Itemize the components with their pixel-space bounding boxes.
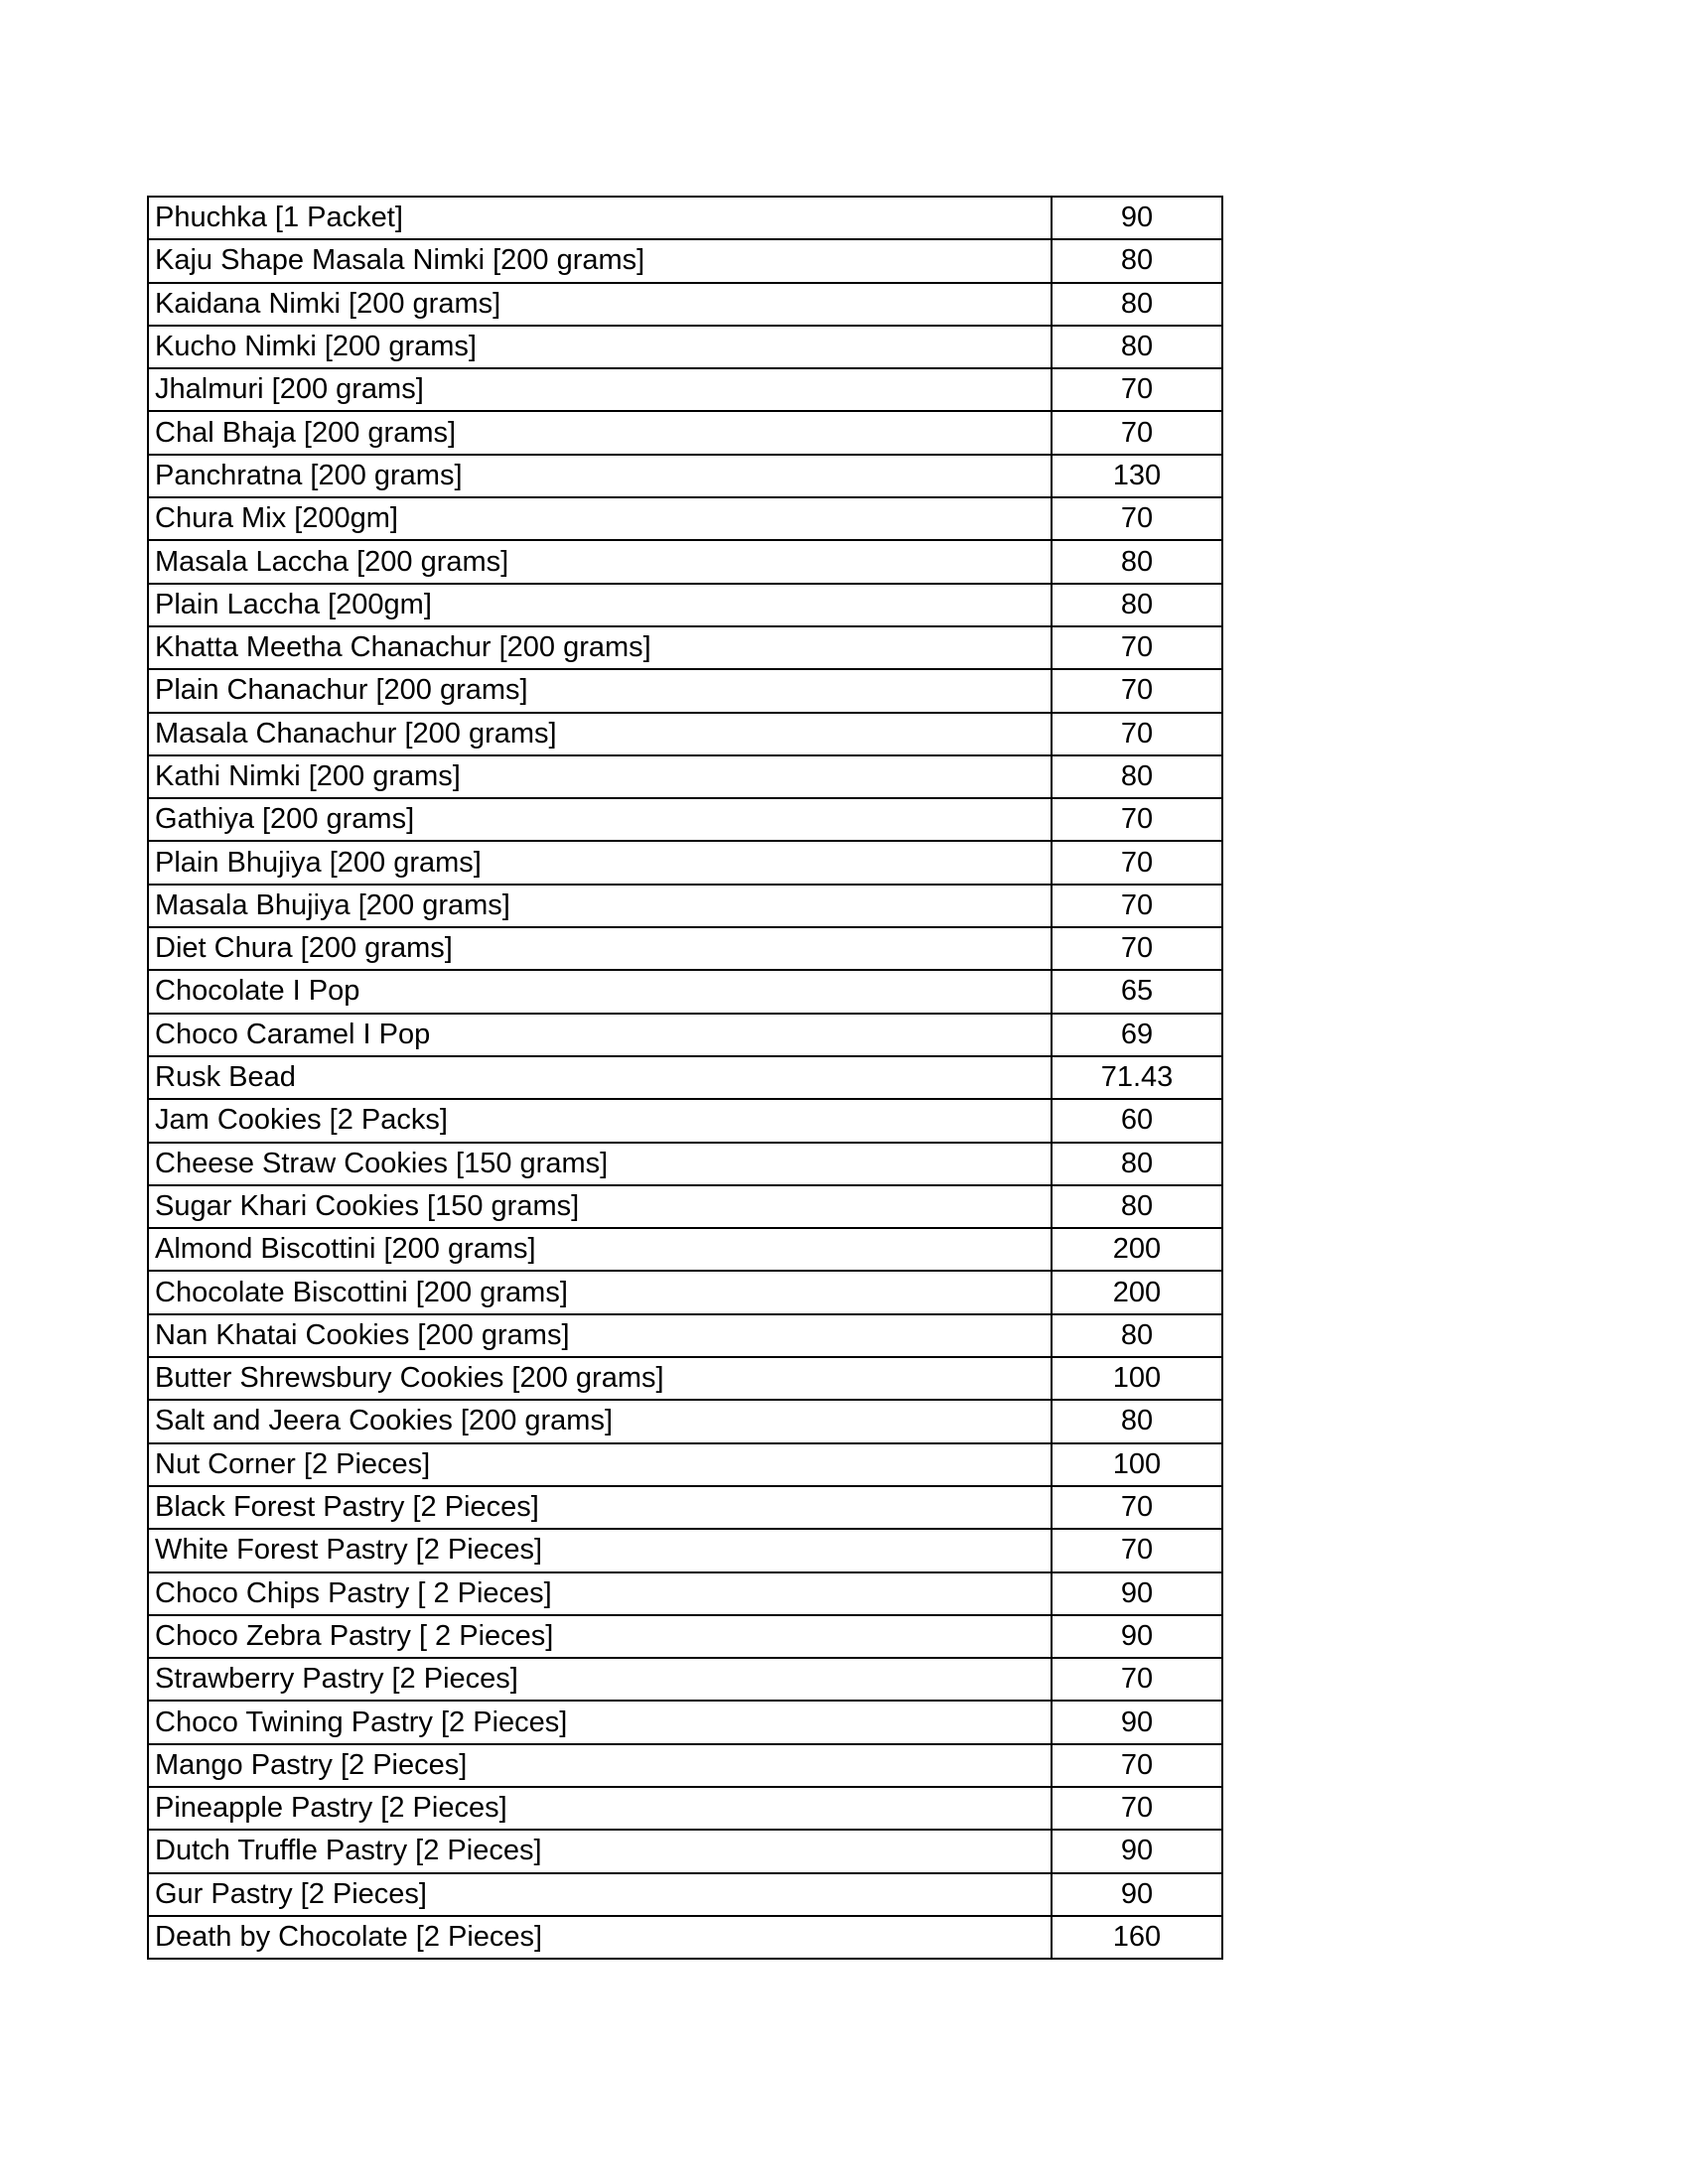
item-name-cell: Kucho Nimki [200 grams] — [148, 326, 1052, 368]
table-row — [148, 1056, 1222, 1099]
table-row — [148, 885, 1222, 927]
price-table-body — [148, 197, 1222, 1959]
price-cell: 70 — [1052, 1744, 1222, 1787]
price-cell: 160 — [1052, 1916, 1222, 1959]
price-cell: 70 — [1052, 841, 1222, 884]
item-name-cell: Almond Biscottini [200 grams] — [148, 1228, 1052, 1271]
price-cell: 80 — [1052, 1185, 1222, 1228]
table-row — [148, 1400, 1222, 1442]
price-cell: 70 — [1052, 411, 1222, 454]
item-name-cell: Jhalmuri [200 grams] — [148, 368, 1052, 411]
price-cell: 70 — [1052, 497, 1222, 540]
item-name-cell: Death by Chocolate [2 Pieces] — [148, 1916, 1052, 1959]
item-name-cell: Choco Caramel I Pop — [148, 1014, 1052, 1056]
item-name-cell: Pineapple Pastry [2 Pieces] — [148, 1787, 1052, 1830]
item-name-cell: Choco Zebra Pastry [ 2 Pieces] — [148, 1615, 1052, 1658]
price-cell: 65 — [1052, 970, 1222, 1013]
item-name-cell: Chocolate Biscottini [200 grams] — [148, 1271, 1052, 1313]
table-row — [148, 326, 1222, 368]
item-name-cell: Strawberry Pastry [2 Pieces] — [148, 1658, 1052, 1701]
item-name-cell: Chal Bhaja [200 grams] — [148, 411, 1052, 454]
price-cell: 80 — [1052, 540, 1222, 583]
price-cell: 80 — [1052, 1143, 1222, 1185]
price-cell: 70 — [1052, 927, 1222, 970]
table-row — [148, 1658, 1222, 1701]
table-row — [148, 1701, 1222, 1743]
table-row — [148, 1873, 1222, 1916]
price-cell: 200 — [1052, 1271, 1222, 1313]
item-name-cell: Chocolate I Pop — [148, 970, 1052, 1013]
item-name-cell: Choco Chips Pastry [ 2 Pieces] — [148, 1572, 1052, 1615]
price-cell: 80 — [1052, 755, 1222, 798]
table-row — [148, 411, 1222, 454]
item-name-cell: Panchratna [200 grams] — [148, 455, 1052, 497]
item-name-cell: Phuchka [1 Packet] — [148, 197, 1052, 239]
price-cell: 71.43 — [1052, 1056, 1222, 1099]
item-name-cell: Kathi Nimki [200 grams] — [148, 755, 1052, 798]
price-cell: 70 — [1052, 1529, 1222, 1571]
price-cell: 80 — [1052, 239, 1222, 282]
table-row — [148, 1185, 1222, 1228]
table-row — [148, 841, 1222, 884]
price-cell: 60 — [1052, 1099, 1222, 1142]
price-cell: 69 — [1052, 1014, 1222, 1056]
price-cell: 200 — [1052, 1228, 1222, 1271]
table-row — [148, 798, 1222, 841]
item-name-cell: Plain Bhujiya [200 grams] — [148, 841, 1052, 884]
price-list-sheet — [147, 196, 1221, 1960]
item-name-cell: Black Forest Pastry [2 Pieces] — [148, 1486, 1052, 1529]
item-name-cell: Plain Chanachur [200 grams] — [148, 669, 1052, 712]
price-table — [147, 196, 1223, 1960]
price-cell: 70 — [1052, 713, 1222, 755]
table-row — [148, 1357, 1222, 1400]
table-row — [148, 283, 1222, 326]
table-row — [148, 1572, 1222, 1615]
item-name-cell: Kaidana Nimki [200 grams] — [148, 283, 1052, 326]
item-name-cell: Masala Laccha [200 grams] — [148, 540, 1052, 583]
price-cell: 80 — [1052, 584, 1222, 626]
table-row — [148, 713, 1222, 755]
price-cell: 130 — [1052, 455, 1222, 497]
price-cell: 70 — [1052, 1658, 1222, 1701]
item-name-cell: White Forest Pastry [2 Pieces] — [148, 1529, 1052, 1571]
price-cell: 70 — [1052, 1486, 1222, 1529]
price-cell: 90 — [1052, 1830, 1222, 1872]
table-row — [148, 1099, 1222, 1142]
item-name-cell: Masala Chanachur [200 grams] — [148, 713, 1052, 755]
table-row — [148, 197, 1222, 239]
table-row — [148, 1014, 1222, 1056]
table-row — [148, 540, 1222, 583]
item-name-cell: Salt and Jeera Cookies [200 grams] — [148, 1400, 1052, 1442]
item-name-cell: Cheese Straw Cookies [150 grams] — [148, 1143, 1052, 1185]
price-cell: 70 — [1052, 885, 1222, 927]
table-row — [148, 1143, 1222, 1185]
price-cell: 90 — [1052, 1701, 1222, 1743]
item-name-cell: Gur Pastry [2 Pieces] — [148, 1873, 1052, 1916]
item-name-cell: Kaju Shape Masala Nimki [200 grams] — [148, 239, 1052, 282]
price-cell: 70 — [1052, 669, 1222, 712]
item-name-cell: Diet Chura [200 grams] — [148, 927, 1052, 970]
item-name-cell: Plain Laccha [200gm] — [148, 584, 1052, 626]
price-cell: 70 — [1052, 798, 1222, 841]
price-cell: 90 — [1052, 197, 1222, 239]
table-row — [148, 669, 1222, 712]
price-cell: 70 — [1052, 368, 1222, 411]
table-row — [148, 1486, 1222, 1529]
table-row — [148, 1916, 1222, 1959]
table-row — [148, 1443, 1222, 1486]
table-row — [148, 927, 1222, 970]
price-cell: 90 — [1052, 1572, 1222, 1615]
price-cell: 100 — [1052, 1357, 1222, 1400]
table-row — [148, 368, 1222, 411]
item-name-cell: Butter Shrewsbury Cookies [200 grams] — [148, 1357, 1052, 1400]
price-cell: 70 — [1052, 626, 1222, 669]
table-row — [148, 1314, 1222, 1357]
table-row — [148, 455, 1222, 497]
table-row — [148, 1744, 1222, 1787]
item-name-cell: Rusk Bead — [148, 1056, 1052, 1099]
table-row — [148, 1830, 1222, 1872]
table-row — [148, 1787, 1222, 1830]
price-cell: 100 — [1052, 1443, 1222, 1486]
item-name-cell: Dutch Truffle Pastry [2 Pieces] — [148, 1830, 1052, 1872]
item-name-cell: Gathiya [200 grams] — [148, 798, 1052, 841]
table-row — [148, 497, 1222, 540]
table-row — [148, 1615, 1222, 1658]
item-name-cell: Nut Corner [2 Pieces] — [148, 1443, 1052, 1486]
price-cell: 80 — [1052, 283, 1222, 326]
item-name-cell: Sugar Khari Cookies [150 grams] — [148, 1185, 1052, 1228]
item-name-cell: Khatta Meetha Chanachur [200 grams] — [148, 626, 1052, 669]
table-row — [148, 1529, 1222, 1571]
item-name-cell: Jam Cookies [2 Packs] — [148, 1099, 1052, 1142]
price-cell: 70 — [1052, 1787, 1222, 1830]
price-cell: 80 — [1052, 1314, 1222, 1357]
item-name-cell: Chura Mix [200gm] — [148, 497, 1052, 540]
table-row — [148, 1271, 1222, 1313]
table-row — [148, 970, 1222, 1013]
price-cell: 80 — [1052, 326, 1222, 368]
item-name-cell: Nan Khatai Cookies [200 grams] — [148, 1314, 1052, 1357]
table-row — [148, 1228, 1222, 1271]
price-cell: 80 — [1052, 1400, 1222, 1442]
table-row — [148, 584, 1222, 626]
price-cell: 90 — [1052, 1873, 1222, 1916]
item-name-cell: Choco Twining Pastry [2 Pieces] — [148, 1701, 1052, 1743]
table-row — [148, 626, 1222, 669]
table-row — [148, 239, 1222, 282]
table-row — [148, 755, 1222, 798]
item-name-cell: Mango Pastry [2 Pieces] — [148, 1744, 1052, 1787]
item-name-cell: Masala Bhujiya [200 grams] — [148, 885, 1052, 927]
price-cell: 90 — [1052, 1615, 1222, 1658]
